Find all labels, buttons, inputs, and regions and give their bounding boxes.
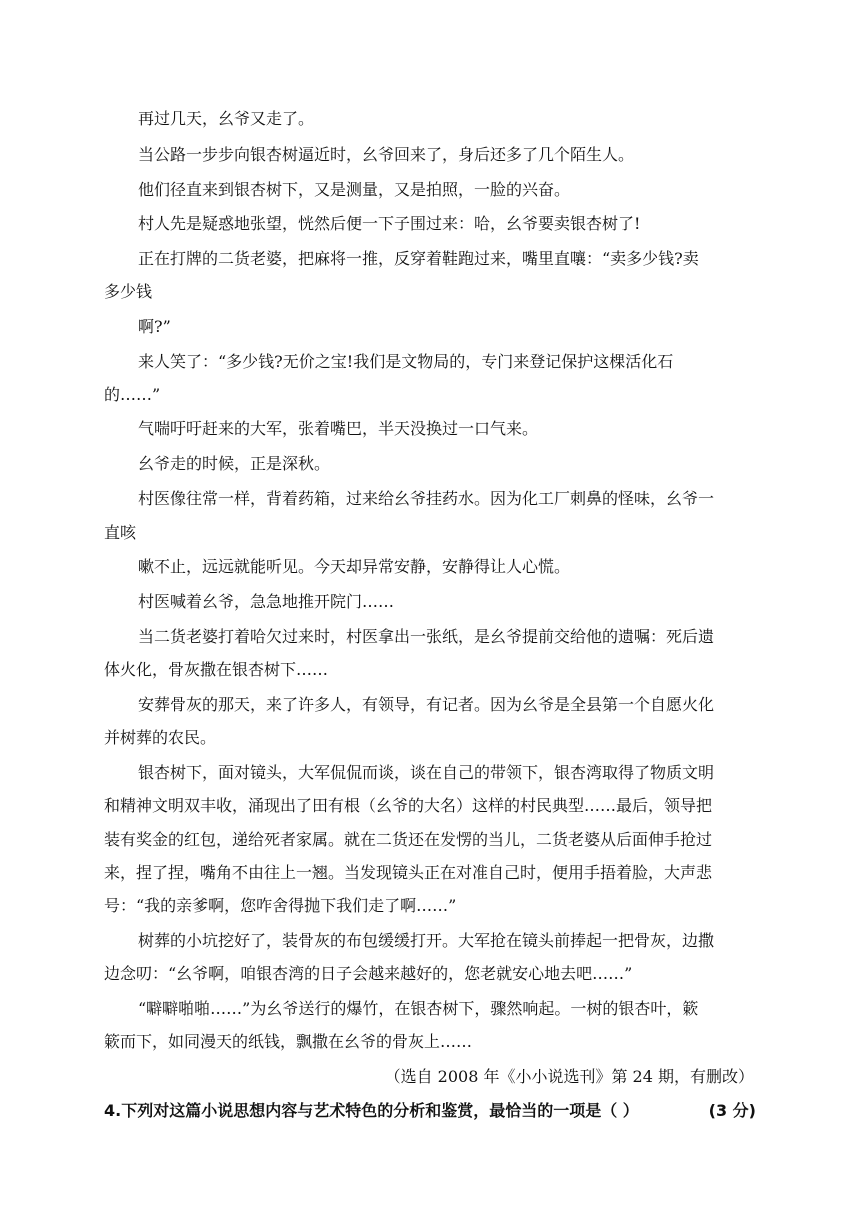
question-4-text: 4.下列对这篇小说思想内容与艺术特色的分析和鉴赏，最恰当的一项是（ ） xyxy=(104,1101,639,1120)
paragraph-line: 当公路一步步向银杏树逼近时，幺爷回来了，身后还多了几个陌生人。 xyxy=(138,145,635,164)
paragraph-line: 幺爷走的时候，正是深秋。 xyxy=(138,454,331,473)
paragraph-line: 正在打牌的二货老婆，把麻将一推，反穿着鞋跑过来，嘴里直嚷：“卖多少钱?卖 xyxy=(138,249,699,268)
paragraph-line: 体火化，骨灰撒在银杏树下…… xyxy=(104,660,329,679)
paragraph-line: 村医喊着幺爷，急急地推开院门…… xyxy=(138,592,395,611)
paragraph-line: “噼噼啪啪……”为幺爷送行的爆竹，在银杏树下，骤然响起。一树的银杏叶，簌 xyxy=(138,999,699,1018)
paragraph-line: 边念叨：“幺爷啊，咱银杏湾的日子会越来越好的，您老就安心地去吧……” xyxy=(104,964,633,983)
paragraph-line: 当二货老婆打着哈欠过来时，村医拿出一张纸，是幺爷提前交给他的遗嘱：死后遗 xyxy=(138,627,715,646)
paragraph-line: 来人笑了：“多少钱?无价之宝!我们是文物局的，专门来登记保护这棵活化石 xyxy=(138,352,674,371)
paragraph-line: 直咳 xyxy=(104,523,137,542)
source-citation: （选自 2008 年《小小说选刊》第 24 期，有删改） xyxy=(384,1067,754,1086)
paragraph-line: 再过几天，幺爷又走了。 xyxy=(138,109,315,128)
question-4-score: (3 分) xyxy=(708,1101,756,1120)
paragraph-line: 号：“我的亲爹啊，您咋舍得抛下我们走了啊……” xyxy=(104,896,457,915)
paragraph-line: 并树葬的农民。 xyxy=(104,728,217,747)
paragraph-line: 来，捏了捏，嘴角不由往上一翘。当发现镜头正在对准自己时，便用手捂着脸，大声悲 xyxy=(104,863,713,882)
paragraph-line: 树葬的小坑挖好了，装骨灰的布包缓缓打开。大军抢在镜头前捧起一把骨灰，边撒 xyxy=(138,931,715,950)
paragraph-line: 他们径直来到银杏树下，又是测量，又是拍照，一脸的兴奋。 xyxy=(138,180,571,199)
paragraph-line: 嗽不止，远远就能听见。今天却异常安静，安静得让人心慌。 xyxy=(138,557,571,576)
paragraph-line: 安葬骨灰的那天，来了许多人，有领导，有记者。因为幺爷是全县第一个自愿火化 xyxy=(138,695,715,714)
paragraph-line: 气喘吁吁赶来的大军，张着嘴巴，半天没换过一口气来。 xyxy=(138,419,539,438)
paragraph-line: 多少钱 xyxy=(104,282,153,301)
paragraph-line: 银杏树下，面对镜头，大军侃侃而谈，谈在自己的带领下，银杏湾取得了物质文明 xyxy=(138,763,715,782)
paragraph-line: 的……” xyxy=(104,385,161,404)
paragraph-line: 和精神文明双丰收，涌现出了田有根（幺爷的大名）这样的村民典型……最后，领导把 xyxy=(104,796,713,815)
paragraph-line: 村医像往常一样，背着药箱，过来给幺爷挂药水。因为化工厂刺鼻的怪味，幺爷一 xyxy=(138,489,715,508)
paragraph-line: 啊?” xyxy=(138,317,171,336)
paragraph-line: 簌而下，如同漫天的纸钱，飘撒在幺爷的骨灰上…… xyxy=(104,1032,473,1051)
paragraph-line: 装有奖金的红包，递给死者家属。就在二货还在发愣的当儿，二货老婆从后面伸手抢过 xyxy=(104,830,713,849)
paragraph-line: 村人先是疑惑地张望，恍然后便一下子围过来：哈，幺爷要卖银杏树了! xyxy=(138,214,641,233)
